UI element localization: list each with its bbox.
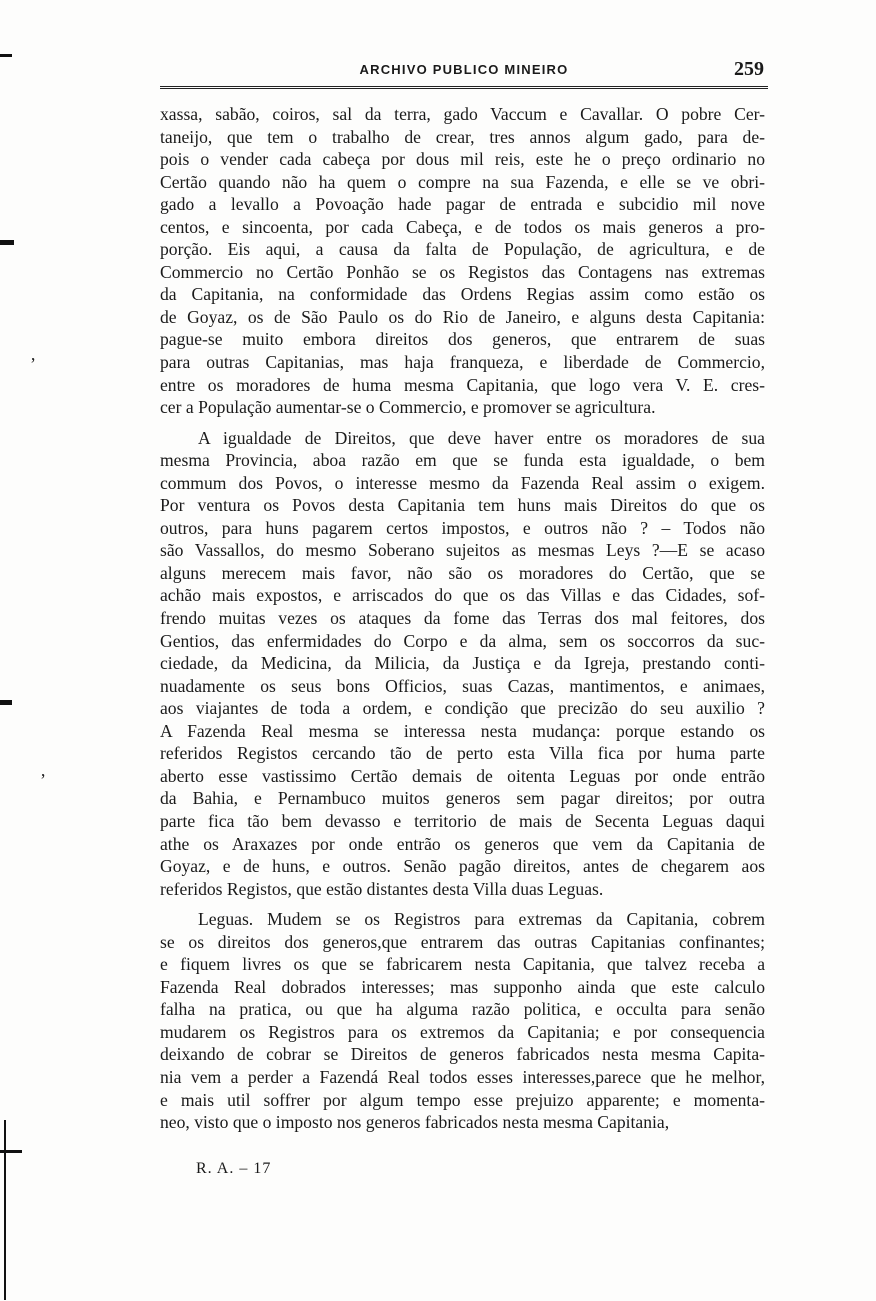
text-line: parte fica tão bem devasso e territorio de mais de Secenta Leguas daqui [160, 810, 765, 831]
text-line: porção. Eis aqui, a causa da falta de População, de agricultura, e de [160, 239, 765, 260]
text-line: Por ventura os Povos desta Capitania tem huns mais Direitos do que os [160, 495, 765, 516]
text-line: referidos Registos, que estão distantes desta Villa duas Leguas. [160, 878, 604, 899]
text-line: falha na pratica, ou que ha alguma razão politica, e occulta para senão [160, 999, 765, 1020]
text-line: ciedade, da Medicina, da Milicia, da Justiça e da Igreja, prestando conti- [160, 653, 765, 674]
text-line: Leguas. Mudem se os Registros para extremas da Capitania, cobrem [198, 909, 765, 930]
text-line: pois o vender cada cabeça por dous mil reis, este he o preço ordinario no [160, 149, 765, 170]
text-line: nia vem a perder a Fazendá Real todos esses interesses,parece que he melhor, [160, 1066, 765, 1087]
text-line: frendo muitas vezes os ataques da fome das Terras dos mal feitores, dos [160, 608, 765, 629]
text-line: neo, visto que o imposto nos generos fabricados nesta mesma Capitania, [160, 1112, 670, 1133]
text-line: outros, para huns pagarem certos impostos, e outros não ? – Todos não [160, 517, 765, 538]
text-line: Goyaz, e de huns, e outros. Senão pagão direitos, antes de chegarem aos [160, 856, 765, 877]
text-line: e mais util soffrer por algum tempo esse prejuizo apparente; e momenta- [160, 1089, 765, 1110]
text-line: de Goyaz, os de São Paulo os do Rio de Janeiro, e alguns desta Capitania: [160, 306, 765, 327]
text-line: cer a População aumentar-se o Commercio, e promover se agricultura. [160, 397, 656, 418]
text-line: athe os Araxazes por onde entrão os generos que vem da Capitania de [160, 833, 765, 854]
scan-edge-mark [0, 700, 12, 705]
text-line: Fazenda Real dobrados interesses; mas supponho ainda que este calculo [160, 976, 765, 997]
text-line: Certão quando não ha quem o compre na sua Fazenda, e elle se ve obri- [160, 171, 765, 192]
text-line: xassa, sabão, coiros, sal da terra, gado Vaccum e Cavallar. O pobre Cer- [160, 104, 765, 124]
text-line: para outras Capitanias, mas haja franqueza, e liberdade de Commercio, [160, 352, 765, 373]
text-line: e fiquem livres os que se fabricarem nesta Capitania, que talvez receba a [160, 954, 765, 975]
text-line: A igualdade de Direitos, que deve haver entre os moradores de sua [198, 427, 765, 448]
text-line: aos viajantes de toda a ordem, e condição que precizão do seu auxilio ? [160, 698, 765, 719]
body-text [160, 103, 765, 1134]
text-line: da Bahia, e Pernambuco muitos generos sem pagar direitos; por outra [160, 788, 765, 809]
text-line: mudarem os Registros para os extremos da Capitania; e por consequencia [160, 1021, 765, 1042]
scan-edge-mark [0, 240, 14, 245]
text-line: centos, e sincoenta, por cada Cabeça, e de todos os mais generos a pro- [160, 216, 765, 237]
stray-ink-mark: ʼ [40, 770, 46, 790]
text-line: nuadamente os seus bons Officios, suas Cazas, mantimentos, e animaes, [160, 675, 765, 696]
text-line: gado a levallo a Povoação hade pagar de entrada e subcidio mil nove [160, 194, 765, 215]
text-line: mesma Provincia, aboa razão em que se funda esta igualdade, o bem [160, 450, 765, 471]
signature-mark: R. A. – 17 [196, 1160, 272, 1177]
text-line: deixando de cobrar se Direitos de generos fabricados nesta mesma Capita- [160, 1044, 765, 1065]
text-line: pague-se muito embora direitos dos generos, que entrarem de suas [160, 329, 765, 350]
paragraph-gap [160, 900, 765, 908]
text-line: Commercio no Certão Ponhão se os Registos das Contagens nas extremas [160, 261, 765, 282]
stray-ink-mark: ʼ [30, 354, 36, 374]
text-line: commum dos Povos, o interesse mesmo da Fazenda Real assim o exigem. [160, 472, 765, 493]
text-line: A Fazenda Real mesma se interessa nesta mudança: porque estando os [160, 720, 765, 741]
scan-edge-line [4, 1120, 6, 1300]
header-rule [160, 86, 768, 89]
text-line: Gentios, das enfermidades do Corpo e da alma, sem os soccorros da suc- [160, 630, 765, 651]
text-line: aberto esse vastissimo Certão demais de oitenta Leguas por onde entrão [160, 765, 765, 786]
text-line: são Vassallos, do mesmo Soberano sujeitos as mesmas Leys ?—E se acaso [160, 540, 765, 561]
text-line: achão mais expostos, e arriscados do que os das Villas e das Cidades, sof- [160, 585, 765, 606]
page-number: 259 [734, 58, 764, 80]
running-title: ARCHIVO PUBLICO MINEIRO [359, 62, 569, 77]
text-line: alguns merecem mais favor, não são os moradores do Certão, que se [160, 562, 765, 583]
text-line: se os direitos dos generos,que entrarem das outras Capitanias confinantes; [160, 931, 765, 952]
text-line: taneijo, que tem o trabalho de crear, tres annos algum gado, para de- [160, 126, 765, 147]
paragraph-gap [160, 419, 765, 427]
scan-edge-mark [0, 54, 12, 57]
text-line: referidos Registos cercando tão de perto esta Villa fica por huma parte [160, 743, 765, 764]
text-line: entre os moradores de huma mesma Capitania, que logo vera V. E. cres- [160, 374, 765, 395]
text-line: da Capitania, na conformidade das Ordens Regias assim como estão os [160, 284, 765, 305]
running-head [160, 58, 768, 84]
